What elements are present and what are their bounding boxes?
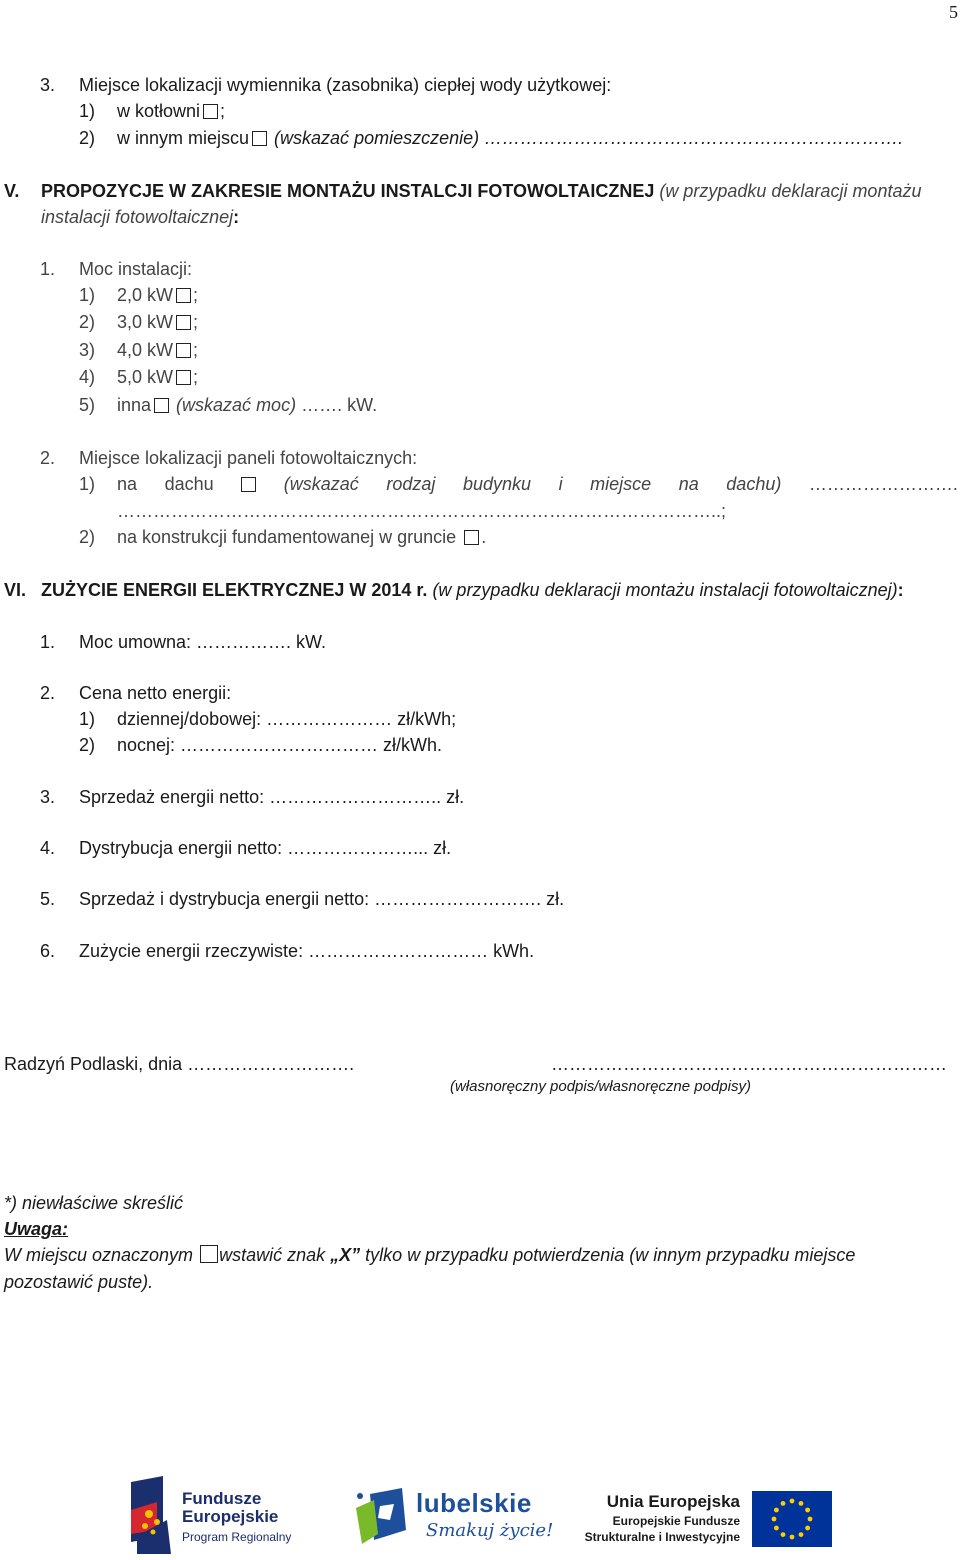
option-label: inna bbox=[117, 395, 152, 415]
question-number: 4. bbox=[40, 838, 56, 858]
checkbox[interactable] bbox=[464, 530, 479, 545]
suffix: . bbox=[481, 527, 487, 547]
fe-line1: Fundusze bbox=[182, 1489, 262, 1508]
question-text: Sprzedaż energii netto: ……………………….. zł. bbox=[79, 787, 465, 807]
ue-text-logo bbox=[580, 1490, 740, 1550]
place-date-field: Radzyń Podlaski, dnia ………………………. bbox=[4, 1054, 355, 1074]
note-text bbox=[4, 1245, 855, 1267]
word: dachu bbox=[164, 474, 214, 494]
colon: : bbox=[233, 207, 240, 227]
list-number: 3) bbox=[79, 340, 96, 360]
checkbox[interactable] bbox=[241, 477, 256, 492]
note-text: instalacji fotowoltaicznej bbox=[41, 207, 234, 227]
field-tail: ……. kW. bbox=[301, 395, 378, 415]
hint-word: na bbox=[678, 474, 699, 494]
field-hint: (wskazać moc) bbox=[176, 395, 297, 415]
section-note-cont bbox=[41, 207, 239, 229]
note-text: pozostawić puste). bbox=[4, 1272, 154, 1292]
ue-line2: Europejskie Fundusze bbox=[612, 1514, 740, 1528]
section-number: VI. bbox=[4, 580, 27, 600]
section-number: 3. bbox=[40, 75, 56, 95]
list-number: 2) bbox=[79, 527, 96, 547]
section-title: ZUŻYCIE ENERGII ELEKTRYCZNEJ W 2014 r. bbox=[41, 580, 428, 600]
list-number: 5) bbox=[79, 395, 96, 415]
lubelskie-logo bbox=[350, 1486, 554, 1550]
question-text: Sprzedaż i dystrybucja energii netto: ………………………. zł. bbox=[79, 889, 565, 909]
option-label: 2,0 kW bbox=[117, 285, 174, 305]
note-heading: Uwaga: bbox=[4, 1219, 69, 1239]
checkbox[interactable] bbox=[176, 370, 191, 385]
question-number: 2. bbox=[40, 683, 56, 703]
checkbox[interactable] bbox=[176, 343, 191, 358]
hint-word: (wskazać bbox=[283, 474, 359, 494]
option-label: 5,0 kW bbox=[117, 367, 174, 387]
hint-word: miejsce bbox=[590, 474, 652, 494]
fe-emblem-icon bbox=[127, 1476, 177, 1554]
list-item: nocnej: …………………………… zł/kWh. bbox=[117, 735, 443, 755]
suffix: ; bbox=[193, 285, 199, 305]
list-number: 1) bbox=[79, 285, 96, 305]
signature-dots: ………………………………………………………… bbox=[551, 1054, 947, 1074]
list-number: 2) bbox=[79, 735, 96, 755]
section-number: V. bbox=[4, 181, 20, 201]
list-item bbox=[117, 395, 377, 417]
suffix: ; bbox=[193, 312, 199, 332]
list-number: 4) bbox=[79, 367, 96, 387]
list-item: dziennej/dobowej: ………………… zł/kWh; bbox=[117, 709, 457, 729]
fe-line3: Program Regionalny bbox=[182, 1530, 292, 1544]
question-number: 2. bbox=[40, 448, 56, 468]
lubelskie-name: lubelskie bbox=[416, 1488, 532, 1518]
lubelskie-slogan: Smakuj życie! bbox=[426, 1520, 554, 1541]
ue-line1: Unia Europejska bbox=[606, 1492, 740, 1511]
footnote: *) niewłaściwe skreślić bbox=[4, 1193, 184, 1213]
section-header bbox=[41, 580, 904, 602]
lubelskie-emblem-icon bbox=[350, 1486, 410, 1546]
page-number: 5 bbox=[949, 2, 958, 22]
word: na bbox=[117, 474, 138, 494]
word-with-checkbox bbox=[165, 474, 214, 496]
checkbox-sample bbox=[200, 1245, 218, 1263]
section-note: (w przypadku deklaracji montażu instalacji fotowoltaicznej) bbox=[432, 580, 898, 600]
option-label: na konstrukcji fundamentowanej w gruncie bbox=[117, 527, 457, 547]
hint-word: rodzaj bbox=[386, 474, 436, 494]
question-text: Moc umowna: ……………. kW. bbox=[79, 632, 327, 652]
mark-x: „X” bbox=[330, 1245, 361, 1265]
list-number: 1) bbox=[79, 474, 96, 494]
justified-line bbox=[117, 474, 958, 496]
list-number: 2) bbox=[79, 312, 96, 332]
question-number: 5. bbox=[40, 889, 56, 909]
fe-line2: Europejskie bbox=[182, 1507, 279, 1526]
option-label: 3,0 kW bbox=[117, 312, 174, 332]
checkbox[interactable] bbox=[252, 131, 267, 146]
list-item bbox=[117, 285, 198, 307]
colon: : bbox=[897, 580, 904, 600]
list-item bbox=[117, 367, 198, 389]
question-title: Moc instalacji: bbox=[79, 259, 193, 279]
note-part: W miejscu oznaczonym bbox=[4, 1245, 194, 1265]
list-number: 1) bbox=[79, 101, 96, 121]
fill-dots: ……………………. bbox=[808, 474, 958, 494]
hint-word: dachu) bbox=[726, 474, 782, 494]
section-title: PROPOZYCJE W ZAKRESIE MONTAŻU INSTALCJI FOTOWOLTAICZNEJ bbox=[41, 181, 655, 201]
list-number: 1) bbox=[79, 709, 96, 729]
signature-caption: (własnoręczny podpis/własnoręczne podpisy) bbox=[450, 1078, 751, 1095]
question-title: Miejsce lokalizacji paneli fotowoltaicznych: bbox=[79, 448, 418, 468]
list-item bbox=[117, 101, 225, 123]
section-note: (w przypadku deklaracji montażu bbox=[659, 181, 922, 201]
suffix: ; bbox=[220, 101, 226, 121]
question-text: Zużycie energii rzeczywiste: ………………………… kWh. bbox=[79, 941, 535, 961]
question-number: 1. bbox=[40, 259, 56, 279]
checkbox[interactable] bbox=[154, 398, 169, 413]
option-label: w kotłowni bbox=[117, 101, 201, 121]
fundusze-europejskie-logo bbox=[127, 1476, 307, 1556]
field-hint: (wskazać pomieszczenie) ……………………………………………………………. bbox=[274, 128, 904, 148]
list-item bbox=[117, 128, 903, 150]
checkbox[interactable] bbox=[176, 288, 191, 303]
list-item bbox=[117, 340, 198, 362]
question-number: 3. bbox=[40, 787, 56, 807]
question-number: 1. bbox=[40, 632, 56, 652]
eu-flag-icon bbox=[752, 1491, 832, 1547]
fill-dots-continuation: ………………………………………………………………………………………..; bbox=[117, 501, 727, 521]
list-number: 2) bbox=[79, 128, 96, 148]
section-title: Miejsce lokalizacji wymiennika (zasobnika) ciepłej wody użytkowej: bbox=[79, 75, 612, 95]
question-number: 6. bbox=[40, 941, 56, 961]
question-text: Dystrybucja energii netto: …………………... zł. bbox=[79, 838, 452, 858]
section-header bbox=[41, 181, 960, 203]
ue-line3: Strukturalne i Inwestycyjne bbox=[584, 1530, 740, 1544]
note-part: wstawić znak bbox=[219, 1245, 326, 1265]
suffix: ; bbox=[193, 340, 199, 360]
option-label: w innym miejscu bbox=[117, 128, 250, 148]
suffix: ; bbox=[193, 367, 199, 387]
hint-word: i bbox=[558, 474, 563, 494]
question-title: Cena netto energii: bbox=[79, 683, 232, 703]
eu-flag-svg bbox=[752, 1491, 832, 1547]
checkbox[interactable] bbox=[176, 315, 191, 330]
list-item bbox=[117, 312, 198, 334]
note-part: tylko w przypadku potwierdzenia (w innym przypadku miejsce bbox=[365, 1245, 856, 1265]
hint-word: budynku bbox=[462, 474, 531, 494]
option-label: 4,0 kW bbox=[117, 340, 174, 360]
list-item bbox=[117, 527, 486, 549]
checkbox[interactable] bbox=[203, 104, 218, 119]
